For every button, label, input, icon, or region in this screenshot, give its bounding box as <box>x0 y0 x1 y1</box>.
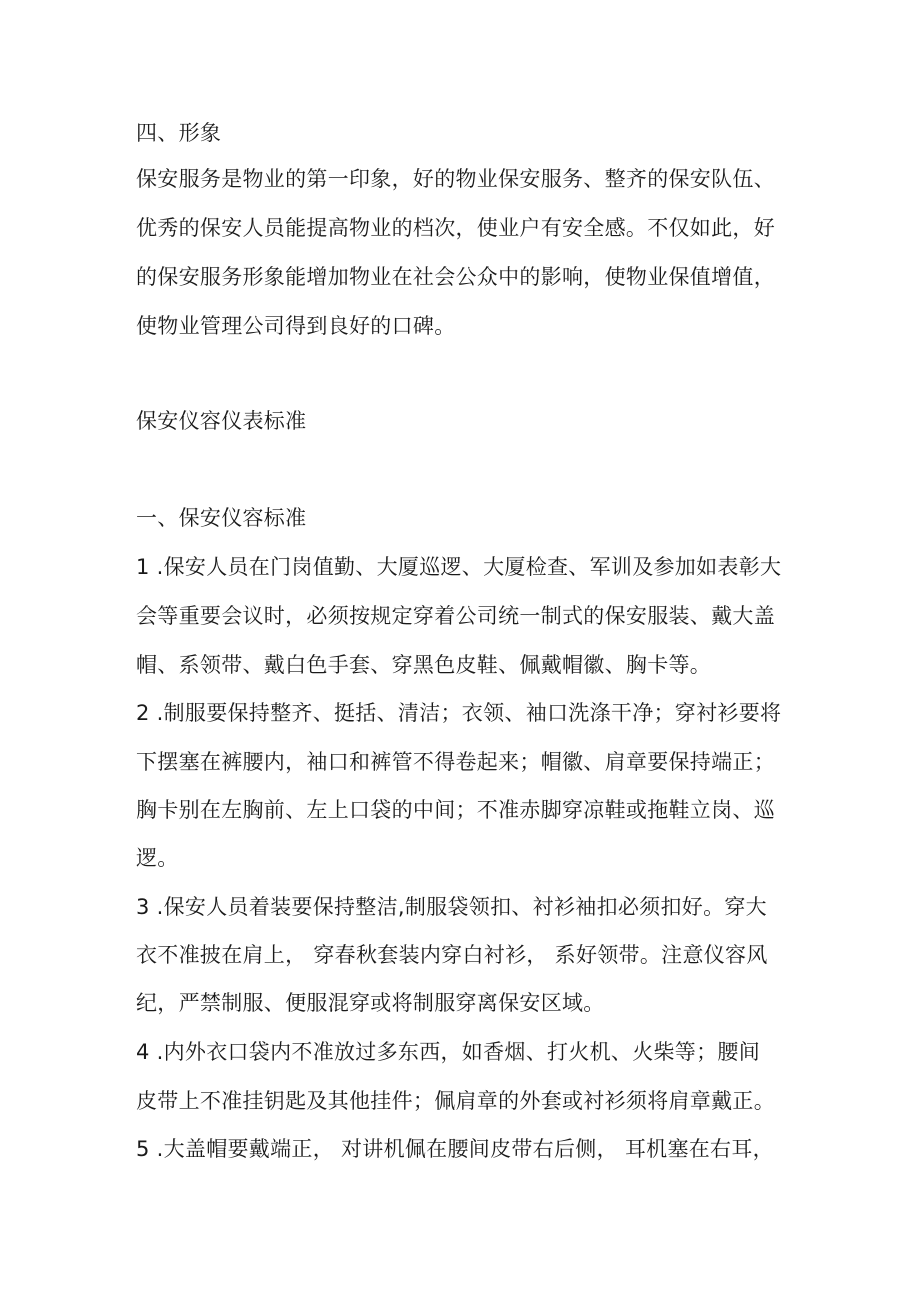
section-four-line-3: 的保安服务形象能增加物业在社会公众中的影响，使物业保值增值， <box>136 265 775 289</box>
item-3-line-2: 衣不准披在肩上， 穿春秋套装内穿白衬衫， 系好领带。注意仪容风 <box>136 943 768 967</box>
item-4-line-2: 皮带上不准挂钥匙及其他挂件；佩肩章的外套或衬衫须将肩章戴正。 <box>136 1089 775 1113</box>
item-3-line-3: 纪，严禁制服、便服混穿或将制服穿离保安区域。 <box>136 991 605 1015</box>
item-2-line-4: 逻。 <box>136 846 179 870</box>
item-1-line-1: 1 .保安人员在门岗值勤、大厦巡逻、大厦检查、军训及参加如表彰大 <box>136 555 782 579</box>
section-four-line-4: 使物业管理公司得到良好的口碑。 <box>136 314 456 338</box>
document-title: 保安仪容仪表标准 <box>136 409 307 433</box>
item-5-line-1: 5 .大盖帽要戴端正， 对讲机佩在腰间皮带右后侧， 耳机塞在右耳， <box>136 1137 774 1161</box>
item-2-line-1: 2 .制服要保持整齐、挺括、清洁；衣领、袖口洗涤干净；穿衬衫要将 <box>136 701 782 725</box>
item-4-line-1: 4 .内外衣口袋内不准放过多东西，如香烟、打火机、火柴等；腰间 <box>136 1040 761 1064</box>
item-1-line-3: 帽、系领带、戴白色手套、穿黑色皮鞋、佩戴帽徽、胸卡等。 <box>136 653 712 677</box>
section-four-line-2: 优秀的保安人员能提高物业的档次，使业户有安全感。不仅如此，好 <box>136 216 775 240</box>
item-3-line-1: 3 .保安人员着装要保持整洁,制服袋领扣、衬衫袖扣必须扣好。穿大 <box>136 895 767 919</box>
item-2-line-2: 下摆塞在裤腰内，袖口和裤管不得卷起来；帽徽、肩章要保持端正； <box>136 750 775 774</box>
section-four-heading: 四、形象 <box>136 121 222 145</box>
section-four-line-1: 保安服务是物业的第一印象，好的物业保安服务、整齐的保安队伍、 <box>136 167 775 191</box>
item-1-line-2: 会等重要会议时，必须按规定穿着公司统一制式的保安服装、戴大盖 <box>136 604 775 628</box>
section-one-heading: 一、保安仪容标准 <box>136 506 307 530</box>
item-2-line-3: 胸卡别在左胸前、左上口袋的中间；不准赤脚穿凉鞋或拖鞋立岗、巡 <box>136 798 775 822</box>
